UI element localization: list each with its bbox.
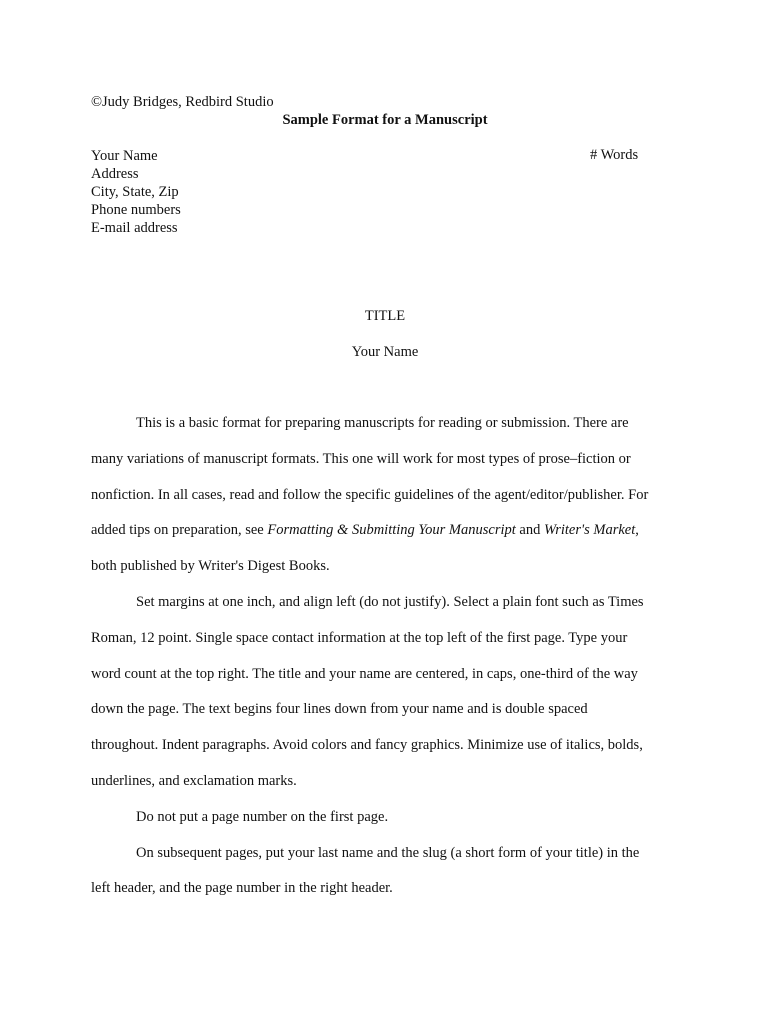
word-count: # Words [590,147,639,163]
contact-city-state-zip: City, State, Zip [91,184,179,200]
paragraph-line: both published by Writer's Digest Books. [91,558,330,575]
paragraph-line: underlines, and exclamation marks. [91,772,297,789]
manuscript-author: Your Name [351,344,419,360]
paragraph-line: throughout. Indent paragraphs. Avoid colors and fancy graphics. Minimize use of italics, bolds, [91,737,643,754]
paragraph-line: Set margins at one inch, and align left (do not justify). Select a plain font such as Times [136,593,644,610]
copyright-notice: ©Judy Bridges, Redbird Studio [91,94,274,110]
paragraph-line: Do not put a page number on the first page. [136,808,389,825]
paragraph-line: Roman, 12 point. Single space contact information at the top left of the first page. Type your [91,629,628,646]
contact-block [91,147,181,237]
paragraph-line: left header, and the page number in the right header. [91,880,393,897]
paragraph-line: On subsequent pages, put your last name and the slug (a short form of your title) in the [136,844,640,861]
paragraph-line: word count at the top right. The title and your name are centered, in caps, one-third of the way [91,665,638,682]
document-title: Sample Format for a Manuscript [282,112,488,128]
body-text [91,406,681,907]
paragraph-line: down the page. The text begins four lines down from your name and is double spaced [91,701,588,718]
contact-phone: Phone numbers [91,202,181,218]
book-title-formatting: Formatting & Submitting Your Manuscript [267,522,516,539]
book-title-writers-market: Writer's Market [543,522,636,539]
paragraph-line: This is a basic format for preparing manuscripts for reading or submission. There are [136,415,629,431]
contact-email: E-mail address [91,220,178,236]
line-text: , [635,522,639,539]
contact-address: Address [91,166,139,182]
line-text: added tips on preparation, see [91,522,268,539]
paragraph-line: many variations of manuscript formats. This one will work for most types of prose–fiction or [91,450,631,467]
manuscript-title: TITLE [364,308,406,324]
paragraph-line [91,513,681,549]
line-text: and [515,522,544,539]
contact-name: Your Name [91,148,158,164]
paragraph-line: nonfiction. In all cases, read and follow the specific guidelines of the agent/editor/publisher. For [91,486,649,503]
